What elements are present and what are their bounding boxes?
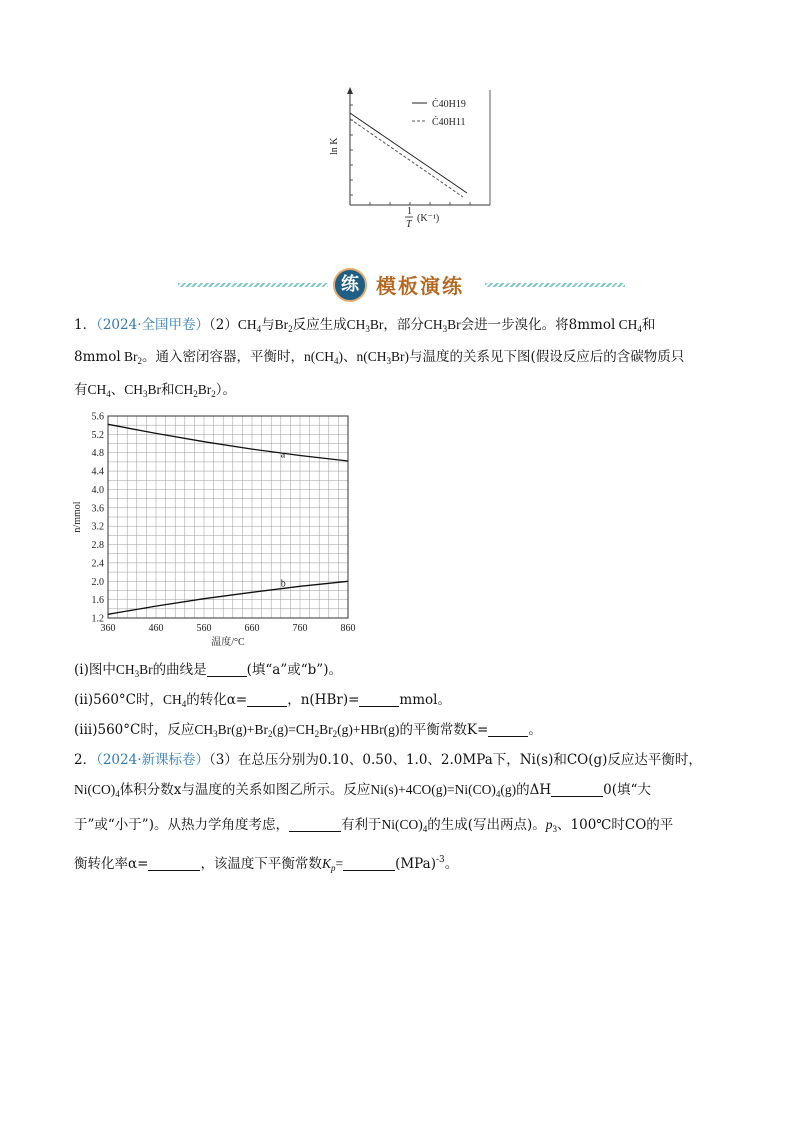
y-tick-label: 1.6 (91, 595, 104, 607)
lnk-figure (325, 85, 505, 235)
y-tick-label: 4.4 (91, 466, 104, 478)
series-label-b: b (280, 578, 286, 590)
answer-blank[interactable] (148, 856, 200, 871)
x-tick-label: 760 (292, 623, 308, 634)
lnk-y-arrow (347, 87, 353, 94)
q2-line3: 于”或“小于”)。从热力学角度考虑， 有利于$Ni(CO)_4$的生成(写出两点)。$p_3$、100℃时CO的平 (74, 817, 674, 834)
answer-blank[interactable] (247, 692, 287, 707)
n-vs-temperature-chart (70, 408, 370, 648)
x-tick-label: 860 (340, 623, 356, 634)
lnk-x-den: T (406, 219, 412, 230)
y-tick-label: 4.0 (91, 484, 104, 496)
header-band-left (178, 283, 328, 287)
x-axis-label: 温度/°C (211, 637, 245, 648)
answer-blank[interactable] (359, 692, 399, 707)
q1-part: （2） (209, 317, 238, 333)
x-tick-label: 460 (148, 623, 164, 634)
q2-line2: $Ni(CO)_4$体积分数x与温度的关系如图乙所示。反应$Ni(s)+4CO(g)=Ni(CO)_4(g)$的ΔH 0(填“大 (74, 782, 651, 799)
answer-blank[interactable] (551, 782, 603, 797)
lnk-x-unit: (K⁻¹) (417, 213, 440, 224)
answer-blank[interactable] (289, 817, 341, 832)
y-tick-label: 5.2 (91, 429, 104, 441)
answer-blank[interactable] (207, 662, 247, 677)
header-band-right (485, 283, 625, 287)
q2-source: （2024·新课标卷） (96, 752, 209, 768)
q1-sub-iii: (iii)560°C时，反应$CH_3Br(g)+Br_2(g)=CH_2Br_2(g)+HBr(g)$的平衡常数K= 。 (74, 722, 542, 739)
y-tick-label: 2.0 (91, 576, 104, 588)
main-chart-container (70, 408, 370, 648)
lnk-y-label: ln K (329, 137, 340, 155)
q2-line1: 2．（2024·新课标卷）（3）在总压分别为0.10、0.50、1.0、2.0MPa下，Ni(s)和CO(g)反应达平衡时， (74, 752, 702, 768)
lnk-line-dashed (350, 119, 463, 197)
lnk-x-num: 1 (407, 206, 412, 217)
y-tick-label: 1.2 (91, 613, 104, 625)
answer-blank[interactable] (488, 722, 528, 737)
series-label-a: a (280, 449, 286, 461)
q1-sub-ii: (ii)560°C时，$CH_4$的转化α= ，n(HBr)= mmol。 (74, 692, 451, 709)
q2-number: 2． (74, 752, 97, 768)
q1-sub-i: (i)图中$CH_3Br$的曲线是 (填“a”或“b”)。 (74, 662, 342, 679)
answer-blank[interactable] (343, 856, 395, 871)
q1-source: （2024·全国甲卷） (96, 317, 209, 333)
q1-line1: 1．（2024·全国甲卷）$(2)CH_4$与$Br_2$反应生成$CH_3Br$，部分$CH_3Br$会进一步溴化。将8mmol $CH_4$和 (74, 317, 656, 334)
y-tick-label: 4.8 (91, 448, 104, 460)
x-tick-label: 360 (100, 623, 116, 634)
q2-line4: 衡转化率α= ，该温度下平衡常数$K_p= (MPa)^{-3}$。 (74, 855, 459, 873)
section-title: 模板演练 (376, 274, 464, 298)
y-tick-label: 3.6 (91, 503, 104, 515)
legend-label-1: Ċ40H19 (432, 99, 466, 110)
section-badge: 练 (333, 268, 367, 302)
q1-line2: 8mmol $Br_2$。通入密闭容器，平衡时，$n(CH_4)$、$n(CH_3Br)$与温度的关系见下图(假设反应后的含碳物质只 (74, 349, 685, 366)
x-tick-label: 660 (244, 623, 260, 634)
legend-label-2: Ċ40H11 (432, 117, 466, 128)
q1-number: 1． (74, 317, 97, 333)
y-tick-label: 2.8 (91, 540, 104, 552)
lnk-chart (325, 85, 505, 235)
y-tick-label: 5.6 (91, 411, 104, 423)
y-axis-label: n/mmol (72, 501, 83, 533)
q1-line3: 有$CH_4$、$CH_3Br$和$CH_2Br_2$）。 (74, 382, 237, 399)
y-tick-label: 3.2 (91, 521, 104, 533)
y-tick-label: 2.4 (91, 558, 104, 570)
series-line-b (108, 581, 348, 614)
x-tick-label: 560 (196, 623, 212, 634)
series-line-a (108, 424, 348, 461)
